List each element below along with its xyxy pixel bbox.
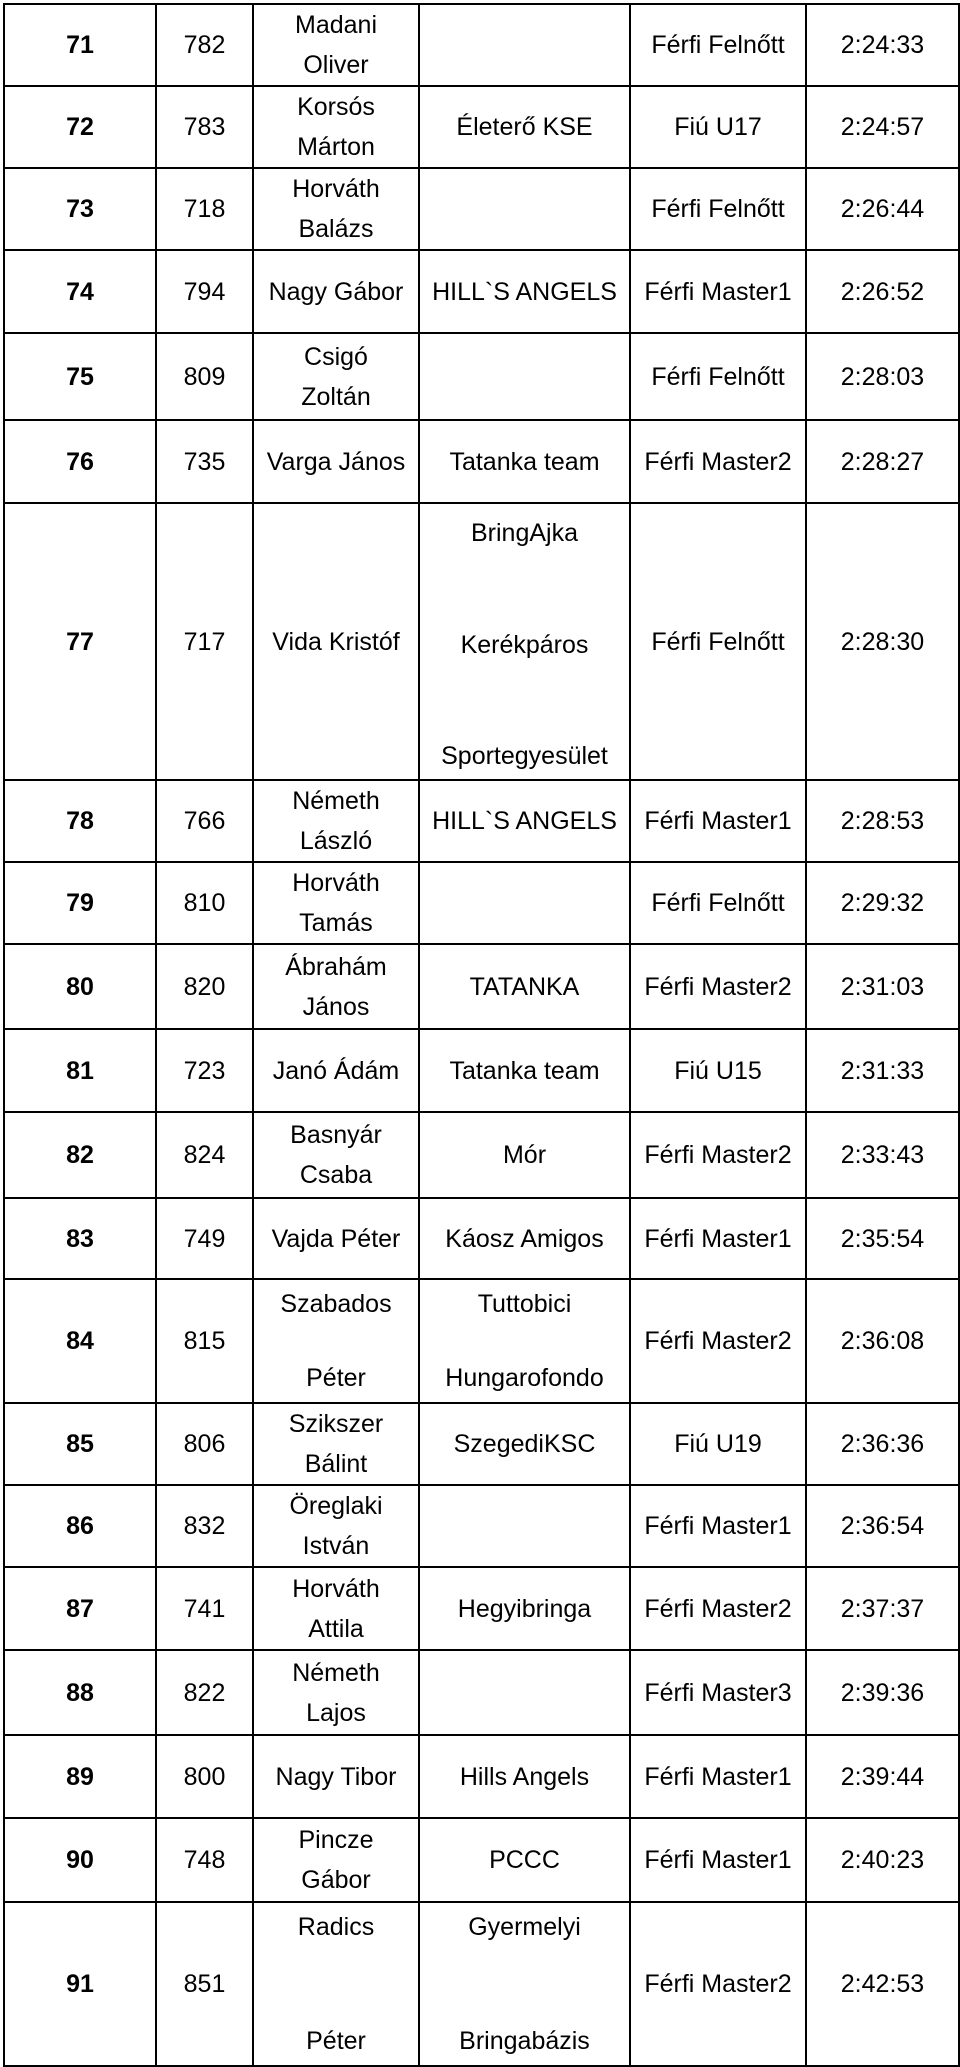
table-row xyxy=(4,1029,959,1112)
club-cell: HILL`S ANGELS xyxy=(419,250,630,333)
time-cell: 2:42:53 xyxy=(806,1902,959,2066)
position-cell: 79 xyxy=(4,862,156,944)
bib-cell: 748 xyxy=(156,1818,253,1902)
category-cell: Férfi Master3 xyxy=(630,1650,806,1735)
bib-cell: 815 xyxy=(156,1279,253,1403)
table-row xyxy=(4,1198,959,1279)
bib-cell: 806 xyxy=(156,1403,253,1485)
name-cell xyxy=(253,862,419,944)
name-cell xyxy=(253,1818,419,1902)
time-cell: 2:40:23 xyxy=(806,1818,959,1902)
bib-cell: 749 xyxy=(156,1198,253,1279)
club-line: BringAjka xyxy=(471,519,578,547)
category-cell: Fiú U15 xyxy=(630,1029,806,1112)
name-line: Horváth xyxy=(292,1574,380,1603)
club-cell xyxy=(419,1279,630,1403)
name-line: Péter xyxy=(306,2027,366,2055)
time-cell: 2:28:03 xyxy=(806,333,959,420)
table-row xyxy=(4,86,959,168)
name-line: Tamás xyxy=(299,909,373,937)
club-line: Gyermelyi xyxy=(468,1913,581,1941)
position-cell: 72 xyxy=(4,86,156,168)
position-cell: 73 xyxy=(4,168,156,250)
position-cell: 71 xyxy=(4,4,156,86)
time-cell: 2:36:36 xyxy=(806,1403,959,1485)
club-line: Kerékpáros xyxy=(460,630,589,659)
club-line: Hungarofondo xyxy=(445,1364,604,1392)
name-cell xyxy=(253,4,419,86)
bib-cell: 800 xyxy=(156,1735,253,1818)
bib-cell: 735 xyxy=(156,420,253,503)
table-row xyxy=(4,503,959,780)
time-cell: 2:33:43 xyxy=(806,1112,959,1198)
time-cell: 2:28:30 xyxy=(806,503,959,780)
name-cell xyxy=(253,1650,419,1735)
table-row xyxy=(4,780,959,862)
results-table xyxy=(3,3,960,2067)
club-cell: Hills Angels xyxy=(419,1735,630,1818)
name-cell xyxy=(253,1902,419,2066)
name-line: Csaba xyxy=(299,1161,373,1189)
name-line: Lajos xyxy=(306,1698,366,1727)
time-cell: 2:26:52 xyxy=(806,250,959,333)
name-cell: Janó Ádám xyxy=(253,1029,419,1112)
position-cell: 77 xyxy=(4,503,156,780)
club-cell xyxy=(419,333,630,420)
club-cell: Mór xyxy=(419,1112,630,1198)
time-cell: 2:39:44 xyxy=(806,1735,959,1818)
club-line: Sportegyesület xyxy=(441,742,608,770)
table-row xyxy=(4,1650,959,1735)
name-line: Oliver xyxy=(303,51,369,79)
position-cell: 89 xyxy=(4,1735,156,1818)
name-cell xyxy=(253,1112,419,1198)
name-line: Balázs xyxy=(298,215,374,243)
table-row xyxy=(4,420,959,503)
time-cell: 2:28:27 xyxy=(806,420,959,503)
name-line: Gábor xyxy=(301,1866,371,1894)
club-cell: HILL`S ANGELS xyxy=(419,780,630,862)
bib-cell: 851 xyxy=(156,1902,253,2066)
category-cell: Férfi Felnőtt xyxy=(630,168,806,250)
name-line: Korsós xyxy=(297,93,375,121)
position-cell: 84 xyxy=(4,1279,156,1403)
name-cell: Nagy Gábor xyxy=(253,250,419,333)
name-cell xyxy=(253,944,419,1029)
bib-cell: 832 xyxy=(156,1485,253,1567)
time-cell: 2:28:53 xyxy=(806,780,959,862)
table-row xyxy=(4,168,959,250)
position-cell: 78 xyxy=(4,780,156,862)
name-line: István xyxy=(302,1532,370,1560)
name-line: Bálint xyxy=(304,1450,368,1478)
bib-cell: 783 xyxy=(156,86,253,168)
name-cell: Nagy Tibor xyxy=(253,1735,419,1818)
category-cell: Férfi Felnőtt xyxy=(630,333,806,420)
club-cell xyxy=(419,862,630,944)
table-row xyxy=(4,944,959,1029)
table-row xyxy=(4,1279,959,1403)
category-cell: Férfi Master2 xyxy=(630,1902,806,2066)
time-cell: 2:31:33 xyxy=(806,1029,959,1112)
category-cell: Férfi Felnőtt xyxy=(630,4,806,86)
time-cell: 2:35:54 xyxy=(806,1198,959,1279)
time-cell: 2:26:44 xyxy=(806,168,959,250)
table-row xyxy=(4,1818,959,1902)
position-cell: 82 xyxy=(4,1112,156,1198)
club-cell xyxy=(419,1485,630,1567)
category-cell: Férfi Master1 xyxy=(630,1735,806,1818)
table-row xyxy=(4,1735,959,1818)
name-cell xyxy=(253,780,419,862)
name-cell: Varga János xyxy=(253,420,419,503)
position-cell: 91 xyxy=(4,1902,156,2066)
name-cell xyxy=(253,1567,419,1650)
name-cell xyxy=(253,333,419,420)
club-cell xyxy=(419,503,630,780)
position-cell: 85 xyxy=(4,1403,156,1485)
name-cell xyxy=(253,168,419,250)
club-cell xyxy=(419,4,630,86)
name-line: Zoltán xyxy=(301,382,371,411)
club-cell: TATANKA xyxy=(419,944,630,1029)
club-cell: Tatanka team xyxy=(419,420,630,503)
name-cell xyxy=(253,1403,419,1485)
table-row xyxy=(4,4,959,86)
table-row xyxy=(4,862,959,944)
category-cell: Férfi Master2 xyxy=(630,420,806,503)
name-line: Öreglaki xyxy=(289,1492,383,1520)
time-cell: 2:39:36 xyxy=(806,1650,959,1735)
position-cell: 80 xyxy=(4,944,156,1029)
table-row xyxy=(4,1902,959,2066)
club-cell: Életerő KSE xyxy=(419,86,630,168)
category-cell: Férfi Master2 xyxy=(630,944,806,1029)
time-cell: 2:36:54 xyxy=(806,1485,959,1567)
name-cell: Vida Kristóf xyxy=(253,503,419,780)
position-cell: 86 xyxy=(4,1485,156,1567)
category-cell: Fiú U17 xyxy=(630,86,806,168)
club-cell: Káosz Amigos xyxy=(419,1198,630,1279)
category-cell: Férfi Master1 xyxy=(630,1485,806,1567)
name-cell xyxy=(253,86,419,168)
position-cell: 76 xyxy=(4,420,156,503)
position-cell: 90 xyxy=(4,1818,156,1902)
bib-cell: 822 xyxy=(156,1650,253,1735)
name-line: Radics xyxy=(297,1913,375,1941)
name-line: Szabados xyxy=(280,1290,392,1318)
time-cell: 2:36:08 xyxy=(806,1279,959,1403)
name-line: Horváth xyxy=(292,175,380,203)
name-line: Péter xyxy=(306,1364,366,1392)
name-line: Ábrahám xyxy=(285,952,387,981)
name-line: Márton xyxy=(297,133,375,161)
name-line: Csigó xyxy=(304,342,368,371)
name-cell: Vajda Péter xyxy=(253,1198,419,1279)
name-line: Pincze xyxy=(298,1826,374,1854)
bib-cell: 766 xyxy=(156,780,253,862)
position-cell: 87 xyxy=(4,1567,156,1650)
time-cell: 2:31:03 xyxy=(806,944,959,1029)
club-cell: Hegyibringa xyxy=(419,1567,630,1650)
club-cell xyxy=(419,1650,630,1735)
club-cell: PCCC xyxy=(419,1818,630,1902)
category-cell: Férfi Master2 xyxy=(630,1112,806,1198)
name-line: Madani xyxy=(295,11,377,39)
name-line: Horváth xyxy=(292,869,380,897)
table-row xyxy=(4,1567,959,1650)
category-cell: Férfi Master1 xyxy=(630,780,806,862)
club-line: Bringabázis xyxy=(459,2027,590,2055)
name-line: Attila xyxy=(308,1614,364,1643)
position-cell: 75 xyxy=(4,333,156,420)
table-row xyxy=(4,1485,959,1567)
table-row xyxy=(4,250,959,333)
club-cell: SzegediKSC xyxy=(419,1403,630,1485)
name-line: Basnyár xyxy=(290,1121,382,1149)
name-line: János xyxy=(302,992,370,1021)
bib-cell: 741 xyxy=(156,1567,253,1650)
position-cell: 88 xyxy=(4,1650,156,1735)
category-cell: Férfi Master2 xyxy=(630,1279,806,1403)
category-cell: Férfi Felnőtt xyxy=(630,503,806,780)
club-line: Tuttobici xyxy=(477,1290,572,1318)
table-row xyxy=(4,333,959,420)
time-cell: 2:29:32 xyxy=(806,862,959,944)
table-row xyxy=(4,1403,959,1485)
position-cell: 74 xyxy=(4,250,156,333)
time-cell: 2:24:57 xyxy=(806,86,959,168)
position-cell: 81 xyxy=(4,1029,156,1112)
category-cell: Fiú U19 xyxy=(630,1403,806,1485)
name-line: Németh xyxy=(292,787,380,815)
name-cell xyxy=(253,1279,419,1403)
bib-cell: 782 xyxy=(156,4,253,86)
bib-cell: 809 xyxy=(156,333,253,420)
category-cell: Férfi Master1 xyxy=(630,1198,806,1279)
category-cell: Férfi Felnőtt xyxy=(630,862,806,944)
category-cell: Férfi Master1 xyxy=(630,250,806,333)
bib-cell: 794 xyxy=(156,250,253,333)
bib-cell: 820 xyxy=(156,944,253,1029)
club-cell xyxy=(419,1902,630,2066)
table-row xyxy=(4,1112,959,1198)
bib-cell: 824 xyxy=(156,1112,253,1198)
category-cell: Férfi Master1 xyxy=(630,1818,806,1902)
name-cell xyxy=(253,1485,419,1567)
club-cell xyxy=(419,168,630,250)
club-cell: Tatanka team xyxy=(419,1029,630,1112)
bib-cell: 810 xyxy=(156,862,253,944)
name-line: László xyxy=(299,827,373,855)
bib-cell: 723 xyxy=(156,1029,253,1112)
category-cell: Férfi Master2 xyxy=(630,1567,806,1650)
name-line: Németh xyxy=(292,1658,380,1687)
bib-cell: 718 xyxy=(156,168,253,250)
time-cell: 2:37:37 xyxy=(806,1567,959,1650)
bib-cell: 717 xyxy=(156,503,253,780)
time-cell: 2:24:33 xyxy=(806,4,959,86)
name-line: Szikszer xyxy=(288,1410,384,1438)
position-cell: 83 xyxy=(4,1198,156,1279)
